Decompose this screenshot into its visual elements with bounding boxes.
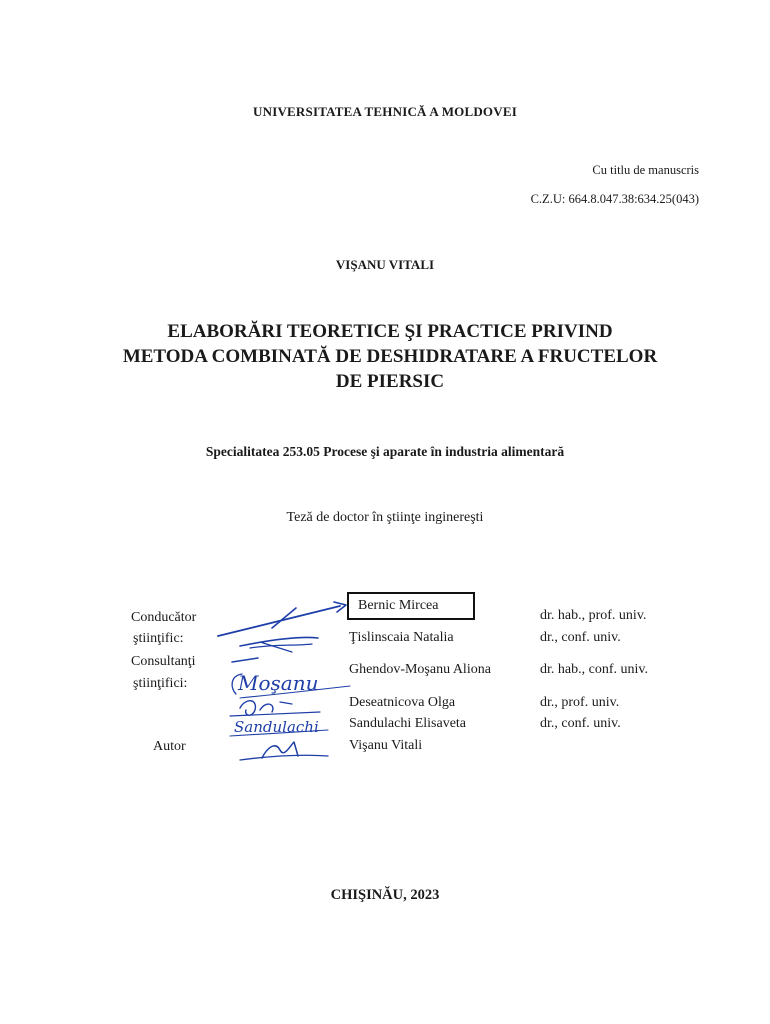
specialty: Specialitatea 253.05 Procese şi aparate în industria alimentară bbox=[205, 444, 565, 459]
signature-bernic bbox=[218, 602, 346, 636]
committee-name-4: Deseatnicova Olga bbox=[349, 695, 456, 710]
signature-sandulachi bbox=[230, 718, 328, 736]
thesis-title-line-2: METODA COMBINATĂ DE DESHIDRATARE A FRUCTELOR bbox=[122, 346, 658, 367]
author-label: Autor bbox=[153, 739, 186, 754]
signatures-graphic bbox=[200, 590, 360, 770]
committee-name-5: Sandulachi Elisaveta bbox=[349, 716, 467, 731]
committee-title-2: dr., conf. univ. bbox=[540, 630, 621, 645]
signature-mosanu-text: Moşanu bbox=[238, 671, 319, 695]
supervisors-label-line-2: ştiinţific: bbox=[133, 631, 184, 646]
committee-name-6: Vişanu Vitali bbox=[349, 738, 423, 753]
city-year: CHIŞINĂU, 2023 bbox=[330, 887, 440, 903]
degree: Teză de doctor în ştiinţe inginereşti bbox=[286, 510, 484, 525]
signature-visanu bbox=[240, 742, 328, 760]
consultants-label-line-2: ştiinţifici: bbox=[133, 676, 188, 691]
signature-tislinscaia bbox=[240, 637, 318, 652]
consultants-label-line-1: Consultanţi bbox=[131, 654, 196, 669]
signature-deseatnicova bbox=[230, 701, 320, 716]
committee-title-3: dr. hab., conf. univ. bbox=[540, 662, 648, 677]
committee-title-5: dr., conf. univ. bbox=[540, 716, 621, 731]
thesis-title-line-1: ELABORĂRI TEORETICE ŞI PRACTICE PRIVIND bbox=[167, 321, 613, 342]
committee-name-1: Bernic Mircea bbox=[358, 598, 439, 613]
committee-title-4: dr., prof. univ. bbox=[540, 695, 620, 710]
thesis-title-line-3: DE PIERSIC bbox=[335, 371, 445, 392]
committee-name-2: Ţislinscaia Natalia bbox=[349, 630, 454, 645]
supervisors-label-line-1: Conducător bbox=[131, 610, 197, 625]
signature-stroke bbox=[232, 658, 258, 662]
committee-name-3: Ghendov-Moşanu Aliona bbox=[349, 662, 491, 677]
signature-mosanu bbox=[232, 671, 350, 698]
committee-title-1: dr. hab., prof. univ. bbox=[540, 608, 647, 623]
university-name: UNIVERSITATEA TEHNICĂ A MOLDOVEI bbox=[253, 104, 517, 119]
author-name: VIŞANU VITALI bbox=[335, 257, 435, 272]
udc-code: C.Z.U: 664.8.047.38:634.25(043) bbox=[530, 192, 699, 206]
signature-sandulachi-text: Sandulachi bbox=[234, 718, 319, 736]
manuscript-note: Cu titlu de manuscris bbox=[592, 163, 699, 177]
thesis-title bbox=[100, 319, 680, 394]
